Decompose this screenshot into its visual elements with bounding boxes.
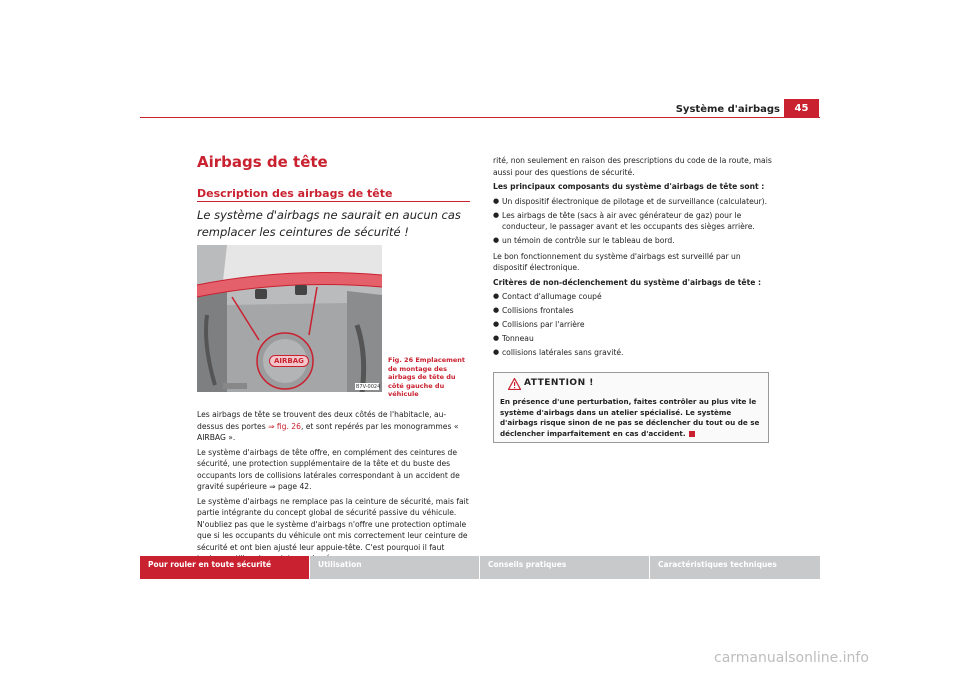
end-of-section-icon (689, 431, 695, 437)
paragraph (197, 409, 472, 444)
figure-code: B7V-0024 (356, 384, 381, 390)
airbag-badge: AIRBAG (269, 355, 309, 367)
watermark: carmanualsonline.info (714, 650, 869, 666)
subtitle-rule (197, 201, 470, 202)
paragraph-text: Les airbags de tête se trouvent des deux côtés de l'habitacle, au-dessus des portes (197, 410, 447, 431)
paragraph: Le système d'airbags ne remplace pas la ceinture de sécurité, mais fait partie intégrante du concept global de sécurité passive du véhicule. N'oubliez pas que le système d'airbags n'offre une protection optimale que si les occupants du véhicule ont mis correctement leur ceinture de sécurité et ont bien ajusté leur appuie-tête. C'est pourquoi il faut (197, 496, 469, 552)
section-subtitle: Description des airbags de tête (197, 187, 393, 200)
lead-text: Le système d'airbags ne saurait en aucun cas remplacer les ceintures de sécurité ! (197, 208, 461, 239)
list-item: ● Collisions par l'arrière (493, 319, 773, 331)
list-item: ● Tonneau (493, 333, 773, 345)
running-header-title: Système d'airbags (675, 104, 780, 115)
list-item: ● Les airbags de tête (sacs à air avec générateur de gaz) pour le conducteur, le passager avant et les occupants des sièges arrière. (493, 210, 773, 233)
footer-tab-label: Caractéristiques techniques (658, 560, 777, 569)
paragraph: Le système d'airbags de tête offre, en complément des ceintures de sécurité, une protection supplémentaire de la tête et du buste des occupants lors de collisions latérales correspondant à un accident de gravité supérieure ⇒ page 42. (197, 447, 460, 491)
warning-triangle-icon (508, 378, 521, 390)
figure-reference-link[interactable]: ⇒ fig. 26 (268, 421, 301, 431)
list-item: ● Collisions frontales (493, 305, 773, 317)
footer-tab-tips[interactable] (480, 556, 649, 579)
section-title: Airbags de tête (197, 153, 328, 171)
paragraph: Le bon fonctionnement du système d'airbags est surveillé par un dispositif électronique. (493, 251, 741, 272)
footer-tab-specs[interactable] (650, 556, 820, 579)
list-item: ● Un dispositif électronique de pilotage et de surveillance (calculateur). (493, 196, 773, 208)
page-number: 45 (784, 99, 819, 118)
warning-box (493, 372, 769, 443)
car-interior-illustration (197, 245, 382, 392)
footer-tab-label: Utilisation (318, 560, 362, 569)
list-item: ● collisions latérales sans gravité. (493, 347, 773, 359)
list-item: ● un témoin de contrôle sur le tableau de bord. (493, 235, 773, 247)
footer-tab-usage[interactable] (310, 556, 479, 579)
footer-tab-label: Conseils pratiques (488, 560, 567, 569)
criteria-heading: Critères de non-déclenchement du système d'airbags de tête : (493, 277, 762, 287)
warning-text (500, 397, 766, 439)
header-rule (140, 117, 820, 118)
warning-header (494, 375, 770, 391)
figure-caption: Fig. 26 Emplacement de montage des airbags de tête du côté gauche du véhicule (388, 356, 466, 398)
left-column-body (197, 409, 472, 568)
footer-tab-safety[interactable] (140, 556, 309, 579)
right-column-body (493, 155, 773, 361)
paragraph: rité, non seulement en raison des prescriptions du code de la route, mais aussi pour des questions de sécurité. (493, 156, 772, 177)
airbag-figure (197, 245, 382, 392)
paragraph-text: , et sont repérés par les monogrammes « AIRBAG ». (197, 421, 459, 442)
warning-title: ATTENTION ! (524, 378, 594, 388)
warning-text-content: En présence d'une perturbation, faites contrôler au plus vite le système d'airbags dans un atelier spécialisé. Le système d'airbags risque sinon de ne pas se déclencher du tout ou de se déclencher imparfaitement en cas d'accident. (500, 397, 760, 438)
list-item: ● Contact d'allumage coupé (493, 291, 773, 303)
footer-tab-label: Pour rouler en toute sécurité (148, 560, 272, 569)
components-heading: Les principaux composants du système d'airbags de tête sont : (493, 182, 765, 191)
